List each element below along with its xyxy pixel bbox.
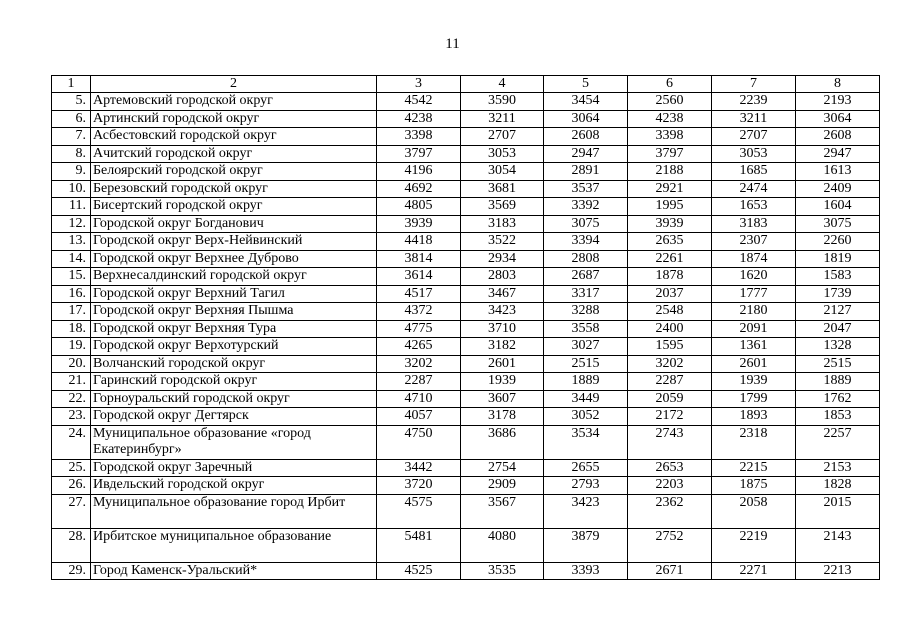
- value-cell: 2653: [628, 459, 712, 477]
- municipality-name: Березовский городской округ: [91, 180, 377, 198]
- value-cell: 2655: [544, 459, 628, 477]
- municipality-name: Асбестовский городской округ: [91, 128, 377, 146]
- value-cell: 1893: [712, 408, 796, 426]
- value-cell: 2754: [461, 459, 544, 477]
- value-cell: 2687: [544, 268, 628, 286]
- value-cell: 2219: [712, 528, 796, 562]
- row-number: 26.: [52, 477, 91, 495]
- table-row: [52, 198, 880, 216]
- value-cell: 3053: [712, 145, 796, 163]
- municipality-name: Городской округ Верхнее Дуброво: [91, 250, 377, 268]
- value-cell: 2608: [544, 128, 628, 146]
- value-cell: 1995: [628, 198, 712, 216]
- value-cell: 2143: [796, 528, 880, 562]
- value-cell: 1939: [712, 373, 796, 391]
- value-cell: 2193: [796, 93, 880, 111]
- value-cell: 2803: [461, 268, 544, 286]
- value-cell: 1777: [712, 285, 796, 303]
- value-cell: 2608: [796, 128, 880, 146]
- municipality-name: Белоярский городской округ: [91, 163, 377, 181]
- column-header: 8: [796, 76, 880, 93]
- value-cell: 3183: [712, 215, 796, 233]
- value-cell: 3064: [544, 110, 628, 128]
- value-cell: 3720: [377, 477, 461, 495]
- value-cell: 2091: [712, 320, 796, 338]
- value-cell: 1853: [796, 408, 880, 426]
- value-cell: 4517: [377, 285, 461, 303]
- value-cell: 3939: [377, 215, 461, 233]
- table-row: [52, 303, 880, 321]
- value-cell: 3607: [461, 390, 544, 408]
- row-number: 14.: [52, 250, 91, 268]
- municipality-name: Горноуральский городской округ: [91, 390, 377, 408]
- value-cell: 2515: [796, 355, 880, 373]
- table-row: [52, 390, 880, 408]
- value-cell: 3449: [544, 390, 628, 408]
- value-cell: 3053: [461, 145, 544, 163]
- value-cell: 1878: [628, 268, 712, 286]
- municipality-name: Артинский городской округ: [91, 110, 377, 128]
- value-cell: 4750: [377, 425, 461, 459]
- value-cell: 2400: [628, 320, 712, 338]
- row-number: 12.: [52, 215, 91, 233]
- row-number: 24.: [52, 425, 91, 459]
- value-cell: 2203: [628, 477, 712, 495]
- value-cell: 2560: [628, 93, 712, 111]
- value-cell: 2180: [712, 303, 796, 321]
- value-cell: 3814: [377, 250, 461, 268]
- value-cell: 3052: [544, 408, 628, 426]
- value-cell: 4418: [377, 233, 461, 251]
- value-cell: 2287: [628, 373, 712, 391]
- table-row: [52, 215, 880, 233]
- municipality-name: Ачитский городской округ: [91, 145, 377, 163]
- row-number: 6.: [52, 110, 91, 128]
- row-number: 16.: [52, 285, 91, 303]
- value-cell: 2015: [796, 494, 880, 528]
- value-cell: 3394: [544, 233, 628, 251]
- value-cell: 3537: [544, 180, 628, 198]
- value-cell: 2947: [544, 145, 628, 163]
- value-cell: 2287: [377, 373, 461, 391]
- value-cell: 2752: [628, 528, 712, 562]
- municipality-name: Ирбитское муниципальное образование: [91, 528, 377, 562]
- value-cell: 3797: [377, 145, 461, 163]
- value-cell: 3064: [796, 110, 880, 128]
- value-cell: 1685: [712, 163, 796, 181]
- value-cell: 1328: [796, 338, 880, 356]
- value-cell: 3797: [628, 145, 712, 163]
- value-cell: 4525: [377, 562, 461, 580]
- value-cell: 2601: [712, 355, 796, 373]
- row-number: 9.: [52, 163, 91, 181]
- value-cell: 3393: [544, 562, 628, 580]
- value-cell: 4775: [377, 320, 461, 338]
- value-cell: 2059: [628, 390, 712, 408]
- value-cell: 4196: [377, 163, 461, 181]
- value-cell: 3686: [461, 425, 544, 459]
- value-cell: 1583: [796, 268, 880, 286]
- row-number: 29.: [52, 562, 91, 580]
- value-cell: 3178: [461, 408, 544, 426]
- value-cell: 2808: [544, 250, 628, 268]
- value-cell: 4238: [377, 110, 461, 128]
- value-cell: 2743: [628, 425, 712, 459]
- table-row: [52, 408, 880, 426]
- value-cell: 3392: [544, 198, 628, 216]
- value-cell: 1889: [796, 373, 880, 391]
- row-number: 25.: [52, 459, 91, 477]
- value-cell: 1939: [461, 373, 544, 391]
- value-cell: 2239: [712, 93, 796, 111]
- value-cell: 1875: [712, 477, 796, 495]
- row-number: 10.: [52, 180, 91, 198]
- value-cell: 1620: [712, 268, 796, 286]
- municipality-name: Ивдельский городской округ: [91, 477, 377, 495]
- value-cell: 3398: [628, 128, 712, 146]
- value-cell: 2037: [628, 285, 712, 303]
- value-cell: 3202: [628, 355, 712, 373]
- value-cell: 3590: [461, 93, 544, 111]
- table-row: [52, 528, 880, 562]
- value-cell: 3027: [544, 338, 628, 356]
- value-cell: 3423: [544, 494, 628, 528]
- value-cell: 4057: [377, 408, 461, 426]
- row-number: 22.: [52, 390, 91, 408]
- table-row: [52, 180, 880, 198]
- row-number: 23.: [52, 408, 91, 426]
- municipality-name: Верхнесалдинский городской округ: [91, 268, 377, 286]
- column-header: 6: [628, 76, 712, 93]
- value-cell: 3939: [628, 215, 712, 233]
- value-cell: 2947: [796, 145, 880, 163]
- value-cell: 2257: [796, 425, 880, 459]
- value-cell: 5481: [377, 528, 461, 562]
- value-cell: 3398: [377, 128, 461, 146]
- value-cell: 2127: [796, 303, 880, 321]
- municipality-name: Городской округ Верхняя Пышма: [91, 303, 377, 321]
- table-row: [52, 163, 880, 181]
- municipality-name: Городской округ Верхняя Тура: [91, 320, 377, 338]
- table-row: [52, 285, 880, 303]
- value-cell: 3534: [544, 425, 628, 459]
- value-cell: 1361: [712, 338, 796, 356]
- table-row: [52, 477, 880, 495]
- municipality-name: Муниципальное образование город Ирбит: [91, 494, 377, 528]
- value-cell: 3567: [461, 494, 544, 528]
- municipality-name: Гаринский городской округ: [91, 373, 377, 391]
- value-cell: 2635: [628, 233, 712, 251]
- column-header: 3: [377, 76, 461, 93]
- municipality-name: Городской округ Верх-Нейвинский: [91, 233, 377, 251]
- table-row: [52, 320, 880, 338]
- value-cell: 3211: [712, 110, 796, 128]
- value-cell: 2707: [712, 128, 796, 146]
- table-row: [52, 338, 880, 356]
- row-number: 21.: [52, 373, 91, 391]
- data-table: [51, 75, 880, 580]
- value-cell: 2474: [712, 180, 796, 198]
- value-cell: 2215: [712, 459, 796, 477]
- value-cell: 4692: [377, 180, 461, 198]
- column-header: 7: [712, 76, 796, 93]
- table-row: [52, 494, 880, 528]
- value-cell: 1604: [796, 198, 880, 216]
- value-cell: 3522: [461, 233, 544, 251]
- table-row: [52, 373, 880, 391]
- value-cell: 2362: [628, 494, 712, 528]
- value-cell: 2307: [712, 233, 796, 251]
- value-cell: 3558: [544, 320, 628, 338]
- row-number: 20.: [52, 355, 91, 373]
- value-cell: 3075: [544, 215, 628, 233]
- column-header: 1: [52, 76, 91, 93]
- value-cell: 2261: [628, 250, 712, 268]
- row-number: 5.: [52, 93, 91, 111]
- value-cell: 2891: [544, 163, 628, 181]
- value-cell: 2188: [628, 163, 712, 181]
- value-cell: 3054: [461, 163, 544, 181]
- value-cell: 4575: [377, 494, 461, 528]
- table-row: [52, 425, 880, 459]
- value-cell: 3535: [461, 562, 544, 580]
- value-cell: 4238: [628, 110, 712, 128]
- value-cell: 3879: [544, 528, 628, 562]
- value-cell: 3182: [461, 338, 544, 356]
- value-cell: 3211: [461, 110, 544, 128]
- value-cell: 2153: [796, 459, 880, 477]
- value-cell: 1819: [796, 250, 880, 268]
- value-cell: 4542: [377, 93, 461, 111]
- value-cell: 4265: [377, 338, 461, 356]
- row-number: 7.: [52, 128, 91, 146]
- value-cell: 2793: [544, 477, 628, 495]
- value-cell: 1739: [796, 285, 880, 303]
- value-cell: 1653: [712, 198, 796, 216]
- value-cell: 2921: [628, 180, 712, 198]
- row-number: 28.: [52, 528, 91, 562]
- value-cell: 1828: [796, 477, 880, 495]
- value-cell: 2548: [628, 303, 712, 321]
- value-cell: 4372: [377, 303, 461, 321]
- municipality-name: Артемовский городской округ: [91, 93, 377, 111]
- column-header: 2: [91, 76, 377, 93]
- value-cell: 2934: [461, 250, 544, 268]
- municipality-name: Город Каменск-Уральский*: [91, 562, 377, 580]
- row-number: 8.: [52, 145, 91, 163]
- value-cell: 1874: [712, 250, 796, 268]
- value-cell: 3288: [544, 303, 628, 321]
- value-cell: 4710: [377, 390, 461, 408]
- value-cell: 1613: [796, 163, 880, 181]
- value-cell: 4080: [461, 528, 544, 562]
- value-cell: 2260: [796, 233, 880, 251]
- table-row: [52, 459, 880, 477]
- row-number: 15.: [52, 268, 91, 286]
- row-number: 27.: [52, 494, 91, 528]
- value-cell: 3681: [461, 180, 544, 198]
- page-number: 11: [445, 36, 460, 52]
- municipality-name: Городской округ Верхний Тагил: [91, 285, 377, 303]
- value-cell: 1799: [712, 390, 796, 408]
- value-cell: 2318: [712, 425, 796, 459]
- value-cell: 2271: [712, 562, 796, 580]
- value-cell: 3454: [544, 93, 628, 111]
- value-cell: 3614: [377, 268, 461, 286]
- table-row: [52, 110, 880, 128]
- value-cell: 3442: [377, 459, 461, 477]
- value-cell: 2601: [461, 355, 544, 373]
- municipality-name: Бисертский городской округ: [91, 198, 377, 216]
- municipality-name: Муниципальное образование «город Екатеринбург»: [91, 425, 377, 459]
- value-cell: 2172: [628, 408, 712, 426]
- value-cell: 1595: [628, 338, 712, 356]
- row-number: 13.: [52, 233, 91, 251]
- municipality-name: Волчанский городской округ: [91, 355, 377, 373]
- column-header: 5: [544, 76, 628, 93]
- value-cell: 2515: [544, 355, 628, 373]
- value-cell: 3202: [377, 355, 461, 373]
- value-cell: 3423: [461, 303, 544, 321]
- table-row: [52, 355, 880, 373]
- row-number: 17.: [52, 303, 91, 321]
- value-cell: 2213: [796, 562, 880, 580]
- table-row: [52, 145, 880, 163]
- value-cell: 2409: [796, 180, 880, 198]
- table-header-row: [52, 76, 880, 93]
- value-cell: 1889: [544, 373, 628, 391]
- value-cell: 2707: [461, 128, 544, 146]
- table-row: [52, 128, 880, 146]
- row-number: 18.: [52, 320, 91, 338]
- municipality-name: Городской округ Богданович: [91, 215, 377, 233]
- table-row: [52, 268, 880, 286]
- row-number: 11.: [52, 198, 91, 216]
- table-row: [52, 250, 880, 268]
- table-row: [52, 93, 880, 111]
- value-cell: 1762: [796, 390, 880, 408]
- value-cell: 4805: [377, 198, 461, 216]
- value-cell: 3710: [461, 320, 544, 338]
- table-row: [52, 562, 880, 580]
- column-header: 4: [461, 76, 544, 93]
- table-row: [52, 233, 880, 251]
- municipality-name: Городской округ Верхотурский: [91, 338, 377, 356]
- value-cell: 2909: [461, 477, 544, 495]
- municipality-name: Городской округ Заречный: [91, 459, 377, 477]
- value-cell: 2047: [796, 320, 880, 338]
- row-number: 19.: [52, 338, 91, 356]
- value-cell: 3183: [461, 215, 544, 233]
- value-cell: 2058: [712, 494, 796, 528]
- value-cell: 3569: [461, 198, 544, 216]
- value-cell: 3467: [461, 285, 544, 303]
- municipality-name: Городской округ Дегтярск: [91, 408, 377, 426]
- value-cell: 3317: [544, 285, 628, 303]
- value-cell: 2671: [628, 562, 712, 580]
- value-cell: 3075: [796, 215, 880, 233]
